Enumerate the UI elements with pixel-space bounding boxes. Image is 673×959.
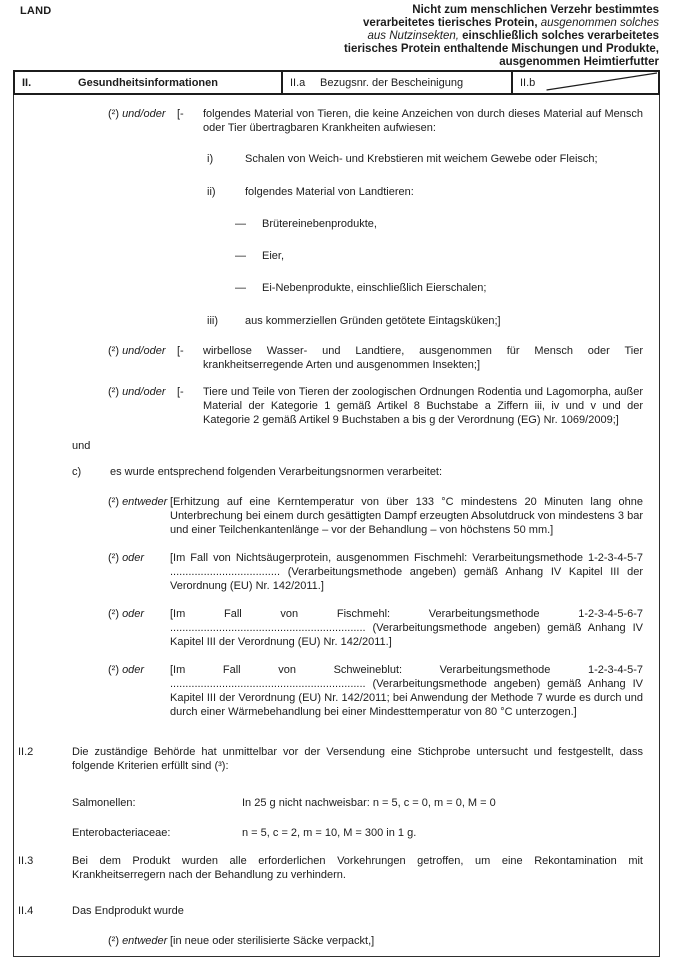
section-text: Bei dem Produkt wurden alle erforderlichen Vorkehrungen getroffen, um eine Rekontamination mit Krankheitserregern nach der Behandlung zu verhindern. xyxy=(72,855,643,881)
dash-item-text: Brütereinebenprodukte, xyxy=(262,218,377,230)
section-number: II.a xyxy=(290,76,306,89)
clause-text: folgendes Material von Tieren, die keine Anzeichen von durch dieses Material auf Mensch oder Tier übertragbaren Krankheiten aufwiesen: xyxy=(203,108,643,134)
criteria-value: In 25 g nicht nachweisbar: n = 5, c = 0, m = 0, M = 0 xyxy=(242,797,496,809)
section-II-3 xyxy=(18,854,643,882)
criteria-row-salmonella xyxy=(72,796,643,810)
section-number: II. xyxy=(22,76,32,89)
criteria-label: Enterobacteriaceae: xyxy=(72,827,171,839)
list-item-iii xyxy=(207,314,643,328)
dash-item-ei-nebenprodukte xyxy=(235,281,643,295)
clause-text: es wurde entsprechend folgenden Verarbeitungsnormen verarbeitet: xyxy=(110,466,443,478)
clause-entweder-saecke xyxy=(108,934,643,948)
dash-marker: — xyxy=(235,282,246,294)
dash-item-bruterei xyxy=(235,217,643,231)
list-item-text: Schalen von Weich- und Krebstieren mit weichem Gewebe oder Fleisch; xyxy=(245,153,598,165)
clause-marker: (²) oder xyxy=(108,552,145,564)
clause-oder-fischmehl xyxy=(108,607,643,649)
clause-text: [in neue oder sterilisierte Säcke verpackt,] xyxy=(170,935,375,947)
clause-marker: (²) oder xyxy=(108,608,145,620)
clause-bracket: [- xyxy=(177,345,184,357)
header-cell-iib xyxy=(511,72,658,93)
criteria-label: Salmonellen: xyxy=(72,797,136,809)
clause-and-or-material-tiere xyxy=(108,107,643,135)
header-cell-label: Gesundheitsinformationen xyxy=(78,76,218,89)
clause-marker: (²) und/oder xyxy=(108,386,166,398)
clause-text: [Im Fall von Schweineblut: Verarbeitungsmethode 1-2-3-4-5-7 ................................................................ (Verarbeitungsmethode angeben) gemäß Anhang IV Kapitel III der Verordnung (EU) Nr. 142/2011; bei Anwendung der Methode 7 wurde es durch und durch einer Wärmebehandlung bei einer Mindesttemperatur von 80 °C unterzogen.] xyxy=(170,664,643,718)
clause-entweder-erhitzung xyxy=(108,495,643,537)
section-number: II.3 xyxy=(18,855,34,867)
clause-and-or-rodentia xyxy=(108,385,643,427)
list-marker: ii) xyxy=(207,186,216,198)
dash-item-text: Ei-Nebenprodukte, einschließlich Eierschalen; xyxy=(262,282,487,294)
header-cell-health-info xyxy=(15,72,281,93)
clause-text: [Im Fall von Fischmehl: Verarbeitungsmethode 1-2-3-4-5-6-7 ................................................................ (Verarbeitungsmethode angeben) gemäß Anhang IV Kapitel III der Verordnung (EU) Nr. 142/2011.] xyxy=(170,608,643,648)
list-marker: i) xyxy=(207,153,214,165)
title-line: verarbeitetes tierisches Protein, ausgenommen solches xyxy=(363,17,659,29)
clause-text: Tiere und Teile von Tieren der zoologischen Ordnungen Rodentia und Lagomorpha, außer Material der Kategorie 1 gemäß Artikel 8 Buchstabe a Ziffern iii, iv und v und der Kategorie 2 gemäß Artikel 9 Buchstaben a bis g der Verordnung (EG) Nr. 1069/2009;] xyxy=(203,386,643,426)
header-cell-label: Bezugsnr. der Bescheinigung xyxy=(320,76,464,89)
clause-marker: (²) und/oder xyxy=(108,108,166,120)
section-text: Die zuständige Behörde hat unmittelbar vor der Versendung eine Stichprobe untersucht und festgestellt, dass folgende Kriterien erfüllt sind (³): xyxy=(72,746,643,772)
list-item-text: folgendes Material von Landtieren: xyxy=(245,186,414,198)
country-label: LAND xyxy=(20,5,52,17)
criteria-value: n = 5, c = 2, m = 10, M = 300 in 1 g. xyxy=(242,827,417,839)
clause-and-or-wirbellose xyxy=(108,344,643,372)
table-header-row xyxy=(13,70,660,95)
clause-oder-nichtsaeugerprotein xyxy=(108,551,643,593)
clause-marker: (²) entweder xyxy=(108,496,168,508)
clause-text: wirbellose Wasser- und Landtiere, ausgenommen für Mensch oder Tier krankheitserregende Arten und ausgenommen Insekten;] xyxy=(203,345,643,371)
title-line: Nicht zum menschlichen Verzehr bestimmtes xyxy=(412,4,659,16)
clause-marker: (²) entweder xyxy=(108,935,168,947)
header-cell-certificate-ref xyxy=(281,72,511,93)
diagonal-strikethrough xyxy=(513,72,658,93)
certificate-table xyxy=(13,70,660,957)
list-item-ii xyxy=(207,185,643,199)
clause-bracket: [- xyxy=(177,108,184,120)
title-line: tierisches Protein enthaltende Mischungen und Produkte, xyxy=(343,43,659,55)
dash-item-eier xyxy=(235,249,643,263)
criteria-row-enterobacteriaceae xyxy=(72,826,643,840)
clause-text: [Erhitzung auf eine Kerntemperatur von über 133 °C mindestens 20 Minuten lang ohne Unterbrechung bei einem durch gesättigten Dampf erzeugten Absolutdruck von mindestens 3 bar und einer Teilchenkantenlänge – vor der Behandlung – von höchstens 50 mm.] xyxy=(170,496,643,536)
title-line: aus Nutzinsekten, einschließlich solches verarbeitetes xyxy=(367,30,659,42)
certificate-body xyxy=(13,95,660,957)
clause-letter: c) xyxy=(72,466,82,478)
section-number: II.4 xyxy=(18,905,34,917)
clause-marker: (²) und/oder xyxy=(108,345,166,357)
page-header xyxy=(0,0,673,69)
section-II-2 xyxy=(18,745,643,773)
document-title xyxy=(189,4,659,69)
section-number: II.2 xyxy=(18,746,34,758)
clause-oder-schweineblut xyxy=(108,663,643,719)
clause-marker: (²) oder xyxy=(108,664,145,676)
section-text: Das Endprodukt wurde xyxy=(72,905,184,917)
dash-marker: — xyxy=(235,250,246,262)
connector-und xyxy=(72,439,643,453)
list-marker: iii) xyxy=(207,315,218,327)
section-II-4 xyxy=(18,904,643,918)
dash-item-text: Eier, xyxy=(262,250,285,262)
connector-label: und xyxy=(72,440,91,452)
dash-marker: — xyxy=(235,218,246,230)
list-item-text: aus kommerziellen Gründen getötete Eintagsküken;] xyxy=(245,315,501,327)
clause-text: [Im Fall von Nichtsäugerprotein, ausgenommen Fischmehl: Verarbeitungsmethode 1-2-3-4-5-7 .................................... (Verarbeitungsmethode angeben) gemäß Anhang IV Kapitel III der Verordnung (EU) Nr. 142/2011.] xyxy=(170,552,643,592)
list-item-i xyxy=(207,152,643,166)
section-number: II.b xyxy=(520,76,536,89)
title-line: ausgenommen Heimtierfutter xyxy=(499,56,659,68)
clause-bracket: [- xyxy=(177,386,184,398)
clause-c xyxy=(72,465,643,479)
